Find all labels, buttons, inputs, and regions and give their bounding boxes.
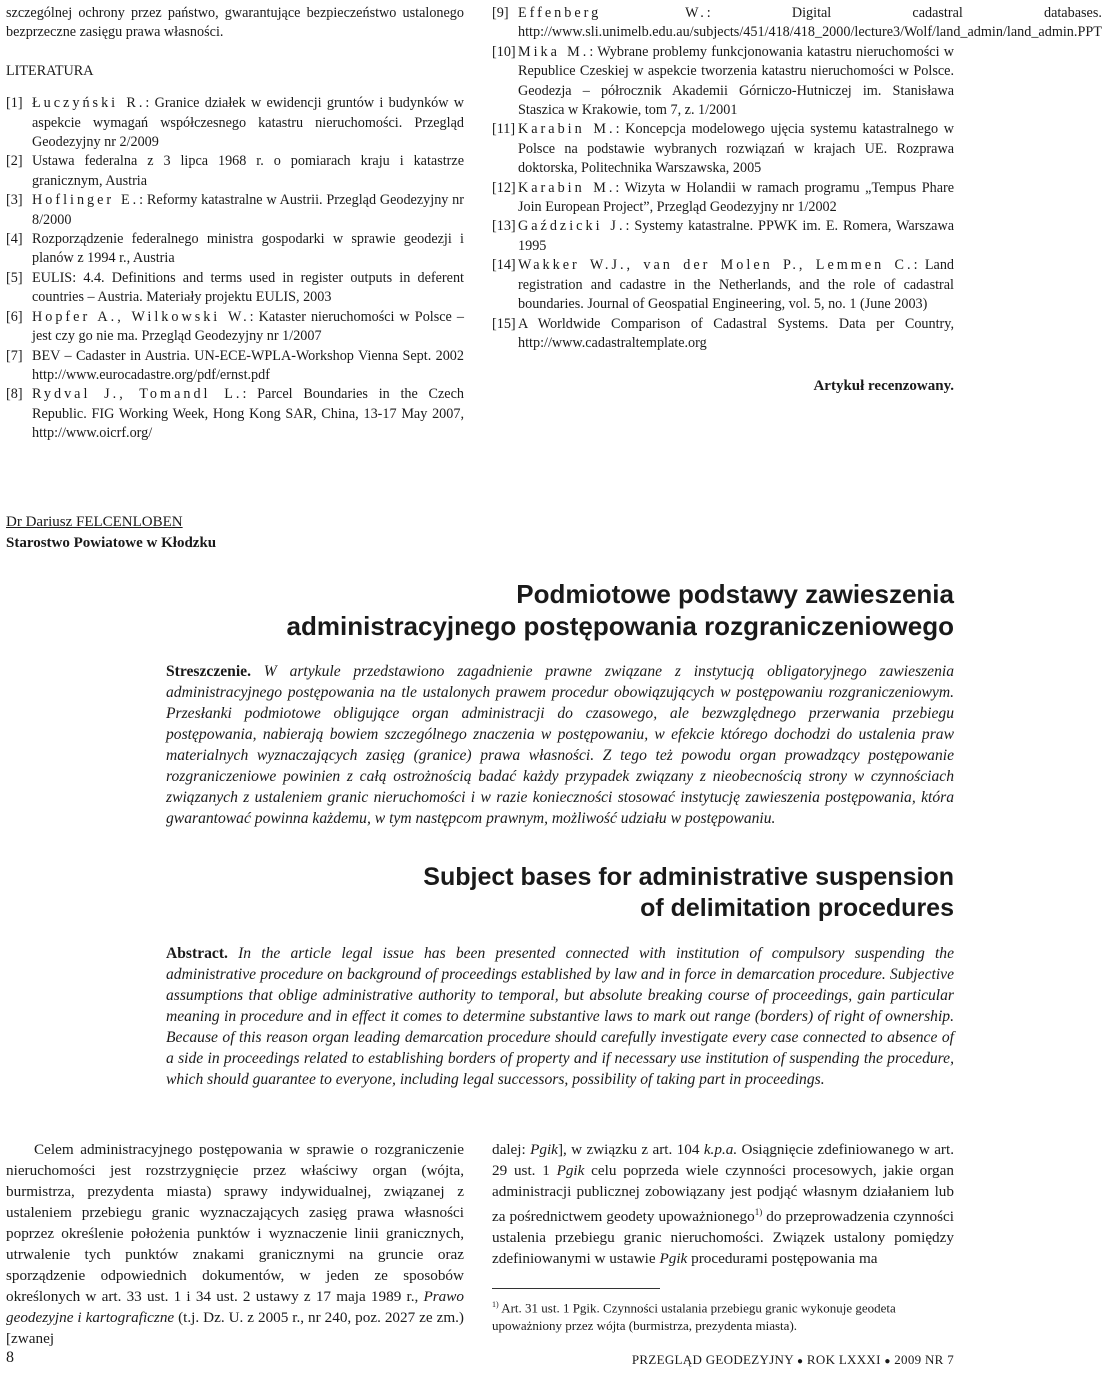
reference-item (6, 347, 464, 386)
reference-text: BEV – Cadaster in Austria. UN-ECE-WPLA-Workshop Vienna Sept. 2002 http://www.eurocadastre.org/pdf/ernst.pdf (32, 347, 464, 383)
reference-item (6, 191, 464, 230)
footnote-reference[interactable]: 1) (754, 1207, 763, 1217)
bullet-icon: ● (797, 1356, 804, 1367)
reference-body (518, 43, 954, 121)
previous-article-ending: szczególnej ochrony przez państwo, gwarantujące bezpieczeństwo ustalonego bezprzeczne zasięgu prawa własności. (6, 5, 464, 41)
journal-volume: ROK LXXXI (806, 1352, 881, 1367)
body-text-right (492, 1139, 954, 1269)
reference-text: : Parcel Boundaries in the Czech Republic. FIG Working Week, Hong Kong SAR, China, 13-17 May 2007, http://www.oicrf.org/ (32, 386, 464, 442)
reference-item (492, 43, 954, 121)
reference-body (32, 230, 464, 269)
reference-item (6, 385, 464, 443)
reference-body (32, 191, 464, 230)
reference-item (6, 94, 464, 152)
reference-item (6, 308, 464, 347)
reference-number: [13] (492, 218, 516, 235)
abstract-en-label: Abstract. (166, 945, 239, 962)
abstract-english (166, 943, 954, 1090)
reference-body (32, 385, 464, 443)
reference-body (518, 256, 954, 314)
body-right-italic-3: Pgik (556, 1162, 585, 1179)
reference-body (32, 308, 464, 347)
abstract-pl-label: Streszczenie. (166, 663, 264, 680)
reference-number: [15] (492, 315, 516, 332)
reference-body (518, 120, 954, 178)
body-right-text-4: celu poprzeda wiele czynności procesowych, jakie organ administracji publicznej zobowiązany jest podjąć własnym działaniem lub za pośrednictwem geodety upoważnionego (492, 1162, 954, 1226)
reference-body (518, 179, 954, 218)
reference-number: [11] (492, 121, 516, 138)
title-en-line-2: of delimitation procedures (640, 894, 954, 922)
reference-text: : Koncepcja modelowego ujęcia systemu katastralnego w Polsce na podstawie wybranych rozwiązań w krajach UE. Rozprawa doktorska, Politechnika Warszawska, 2005 (518, 121, 955, 177)
literature-heading: LITERATURA (6, 62, 94, 79)
reference-text: EULIS: 4.4. Definitions and terms used in register outputs in deferent countries – Austria. Materiały projektu EULIS, 2003 (32, 269, 464, 306)
reference-body (518, 315, 954, 354)
reference-item (6, 269, 464, 308)
reference-item (492, 315, 954, 354)
reference-text: : Systemy katastralne. PPWK im. E. Romera, Warszawa 1995 (518, 218, 954, 254)
abstract-pl-text: W artykule przedstawiono zagadnienie prawne związane z instytucją obligatoryjnego zawieszenia administracyjnego postępowania na tle ustalonych prawem procedur obowiązujących w postępowaniu rozgraniczeniowym. Przesłanki podmiotowe obligujące organ administracji do czasowego, ale bezwzględnego przerwania przebiegu postępowania, nabierają bowiem szczególnego znaczenia w postępowaniu, w efekcie którego dochodzi do ustalenia praw materialnych wyznaczających zasięg (granice) prawa własności. Z tego też powodu organ prowadzący postępowanie rozgraniczeniowe powinien z całą ostrożnością badać każdy przypadek związany z nieobecnością strony w czynnościach związanych z ustaleniem granic nieruchomości i w razie konieczności stosować instytucję zawieszenia postępowania, która gwarantować powinna każdemu, w tym następcom prawnym, możliwość udziału w postępowaniu. (166, 663, 955, 827)
author-name: Dr Dariusz FELCENLOBEN (6, 514, 183, 530)
reference-author: Łuczyński R. (32, 95, 146, 112)
reference-author: Gaździcki J. (518, 218, 626, 235)
journal-issue: 2009 NR 7 (894, 1352, 954, 1367)
reference-number: [7] (6, 347, 23, 364)
journal-name: PRZEGLĄD GEODEZYJNY (631, 1352, 794, 1367)
reference-text: Rozporządzenie federalnego ministra gospodarki w sprawie geodezji i planów z 1994 r., Austria (32, 231, 464, 267)
body-right-italic-4: Pgik (659, 1250, 688, 1268)
footnote-rule (492, 1288, 660, 1289)
reference-number: [8] (6, 386, 23, 403)
reference-number: [9] (492, 5, 509, 21)
body-right-italic-2: k.p.a. (703, 1141, 738, 1158)
reference-number: [2] (6, 153, 23, 170)
reference-text: Ustawa federalna z 3 lipca 1968 r. o pomiarach kraju i katastrze granicznym, Austria (32, 153, 464, 189)
reference-item (492, 217, 954, 256)
reference-number: [1] (6, 95, 23, 112)
body-left-text-1: Celem administracyjnego postępowania w sprawie o rozgraniczenie nieruchomości jest rozstrzygnięcie przez właściwy organ (wójta, burmistrza, prezydenta miasta) sprawy indywidualnej, związanej z ustaleniem przebiegu granic wyznaczających zasięg prawa własności poprzez określenie położenia punktów i wyznaczenie linii granicznych, utrwalenie tych punktów znakami granicznymi na gruncie oraz sporządzenie odpowiednich dokumentów, w jeden ze sposobów określonych w art. 33 ust. 1 i 34 ust. 2 ustawy z 17 maja 1989 r., (6, 1141, 464, 1305)
reference-text: : Kataster nieruchomości w Polsce – jest czy go nie ma. Przegląd Geodezyjny nr 1/2007 (32, 308, 464, 345)
reference-number: [4] (6, 231, 23, 248)
reference-author: Hoflinger E. (32, 192, 140, 209)
reference-item (6, 230, 464, 269)
reference-item (6, 152, 464, 191)
bullet-icon: ● (884, 1356, 891, 1367)
reference-list-right (492, 4, 1102, 353)
reference-number: [14] (492, 257, 516, 274)
footnote-marker: 1) (492, 1300, 499, 1309)
title-pl-line-1: Podmiotowe podstawy zawieszenia (516, 579, 954, 609)
reference-text: : Granice działek w ewidencji gruntów i budynków w aspekcie wymagań współczesnego katastru nieruchomości. Przegląd Geodezyjny nr 2/2009 (32, 95, 465, 151)
reference-item (492, 179, 954, 218)
reference-item (492, 256, 954, 314)
reference-text: : Digital cadastral databases. http://www.sli.unimelb.edu.au/subjects/451/418/418_2000/lecture3/Wolf/land_admin/land_admin.PPT (518, 5, 1102, 41)
reference-author: Effenberg W. (518, 5, 707, 21)
body-left-italic-title: Prawo geodezyjne i kartograficzne (6, 1288, 464, 1326)
reference-text: : Land registration and cadastre in the Netherlands, and the role of cadastral boundaries. Journal of Geospatial Engineering, vol. 5, no. 1 (June 2003) (518, 257, 955, 313)
reference-body (32, 94, 464, 152)
reference-number: [10] (492, 43, 516, 60)
reviewed-note: Artykuł recenzowany. (813, 378, 954, 395)
article-title-english (423, 862, 954, 924)
abstract-en-text: In the article legal issue has been presented connected with institution of compulsory suspending the administrative procedure on background of proceedings established by law and in force in demarcation procedure. Subjective assumptions that oblige administrative authority to temporal, but absolute breaking course of proceedings, gain particular meaning in procedure and in effect it comes to determine substantive laws to mark out range (borders) of right of ownership. Because of this reason organ leading demarcation procedure should carefully investigate every case connected to absence of a side in proceedings related to establishing borders of property and if necessary use institution of suspending the procedure, which should guarantee to everyone, including legal successors, possibility of taking part in proceedings. (166, 945, 955, 1088)
reference-number: [6] (6, 308, 23, 325)
reference-author: Rydval J., Tomandl L. (32, 386, 243, 403)
reference-number: [12] (492, 179, 516, 196)
reference-body (518, 217, 954, 256)
title-pl-line-2: administracyjnego postępowania rozgraniczeniowego (286, 611, 954, 641)
body-right-text-6: procedurami postępowania ma (687, 1250, 878, 1268)
reference-body (32, 269, 464, 308)
right-column-top (492, 4, 1102, 397)
body-left-text-2: (t.j. Dz. U. z 2005 r., nr 240, poz. 2027 ze zm.) [zwanej (6, 1309, 464, 1347)
author-institution: Starostwo Powiatowe w Kłodzku (6, 535, 217, 551)
body-right-text-5: do przeprowadzenia czynności ustalenia przebiegu granic nieruchomości. Związek ustalony pomiędzy zdefiniowanymi w ustawie (492, 1208, 954, 1268)
reference-author: Karabin M. (518, 179, 616, 196)
reference-author: Hopfer A., Wilkowski W. (32, 308, 250, 325)
body-right-text-1: dalej: (492, 1141, 531, 1158)
reference-author: Mika M. (518, 43, 590, 60)
body-text-left (6, 1139, 464, 1349)
abstract-polish (166, 661, 954, 829)
footnote-text: Art. 31 ust. 1 Pgik. Czynności ustalania przebiegu granic wykonuje geodeta upoważniony przez wójta (burmistrza, prezydenta miasta). (492, 1300, 896, 1334)
body-right-italic-1: Pgik (530, 1141, 558, 1158)
author-block (6, 512, 216, 554)
reference-list-left (6, 94, 464, 443)
reference-text: A Worldwide Comparison of Cadastral Systems. Data per Country, http://www.cadastraltemplate.org (518, 315, 954, 351)
reference-number: [3] (6, 192, 23, 209)
reference-number: [5] (6, 269, 23, 286)
body-right-text-3: Osiągnięcie zdefiniowanego w art. 29 ust. 1 (492, 1141, 955, 1179)
page-number: 8 (6, 1349, 14, 1366)
title-en-line-1: Subject bases for administrative suspension (423, 863, 954, 891)
left-column-top (6, 4, 464, 444)
article-title-polish (287, 578, 954, 642)
reference-body (518, 4, 1102, 43)
reference-item (492, 120, 954, 178)
reference-author: Wakker W.J., van der Molen P., Lemmen C. (518, 257, 914, 274)
reference-text: : Reformy katastralne w Austrii. Przegląd Geodezyjny nr 8/2000 (32, 192, 464, 228)
footnote (492, 1296, 954, 1335)
body-right-text-2: ], w związku z art. 104 (557, 1141, 704, 1158)
reference-body (32, 152, 464, 191)
reference-body (32, 347, 464, 386)
reference-item (492, 4, 1102, 43)
reference-text: : Wizyta w Holandii w ramach programu „Tempus Phare Join European Project”, Przegląd Geodezyjny nr 1/2002 (518, 179, 955, 216)
reference-text: : Wybrane problemy funkcjonowania katastru nieruchomości w Republice Czeskiej w aspekcie tworzenia katastru nieruchomości w Polsce. Geodezja – półrocznik Akademii Górniczo-Hutniczej im. Stanisława Staszica w Krakowie, tom 7, z. 1/2001 (518, 43, 955, 119)
running-footer (632, 1352, 954, 1368)
reference-author: Karabin M. (518, 121, 616, 138)
